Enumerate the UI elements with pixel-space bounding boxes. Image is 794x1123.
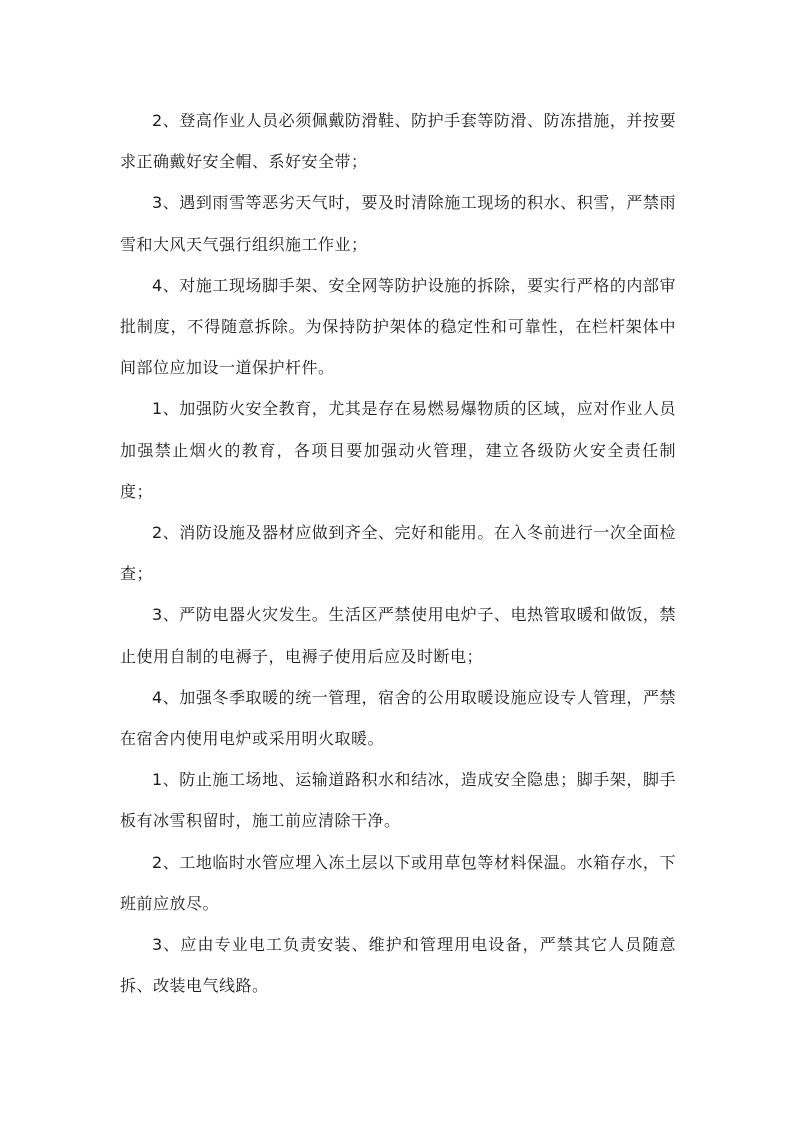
paragraph-6: 3、严防电器火灾发生。生活区严禁使用电炉子、电热管取暖和做饭，禁止使用自制的电褥子，电褥子使用后应及时断电； xyxy=(120,605,676,666)
paragraph-7: 4、加强冬季取暖的统一管理，宿舍的公用取暖设施应设专人管理，严禁在宿舍内使用电炉或采用明火取暖。 xyxy=(120,687,676,749)
paragraph-8: 1、防止施工场地、运输道路积水和结冰，造成安全隐患；脚手架，脚手板有冰雪积留时，施工前应清除干净。 xyxy=(120,770,676,831)
paragraph-10: 3、应由专业电工负责安装、维护和管理用电设备，严禁其它人员随意拆、改装电气线路。 xyxy=(120,935,676,996)
paragraph-5: 2、消防设施及器材应做到齐全、完好和能用。在入冬前进行一次全面检查； xyxy=(120,523,676,584)
paragraph-3: 4、对施工现场脚手架、安全网等防护设施的拆除，要实行严格的内部审批制度，不得随意拆除。为保持防护架体的稳定性和可靠性，在栏杆架体中间部位应加设一道保护杆件。 xyxy=(120,275,676,378)
paragraph-1: 2、登高作业人员必须佩戴防滑鞋、防护手套等防滑、防冻措施，并按要求正确戴好安全帽、系好安全带； xyxy=(120,111,676,172)
paragraph-2: 3、遇到雨雪等恶劣天气时，要及时清除施工现场的积水、积雪，严禁雨雪和大风天气强行组织施工作业； xyxy=(120,193,676,254)
document-body xyxy=(120,100,676,1006)
paragraph-4: 1、加强防火安全教育，尤其是存在易燃易爆物质的区域，应对作业人员加强禁止烟火的教育，各项目要加强动火管理，建立各级防火安全责任制度； xyxy=(120,399,676,501)
paragraph-9: 2、工地临时水管应埋入冻土层以下或用草包等材料保温。水箱存水，下班前应放尽。 xyxy=(120,852,676,913)
